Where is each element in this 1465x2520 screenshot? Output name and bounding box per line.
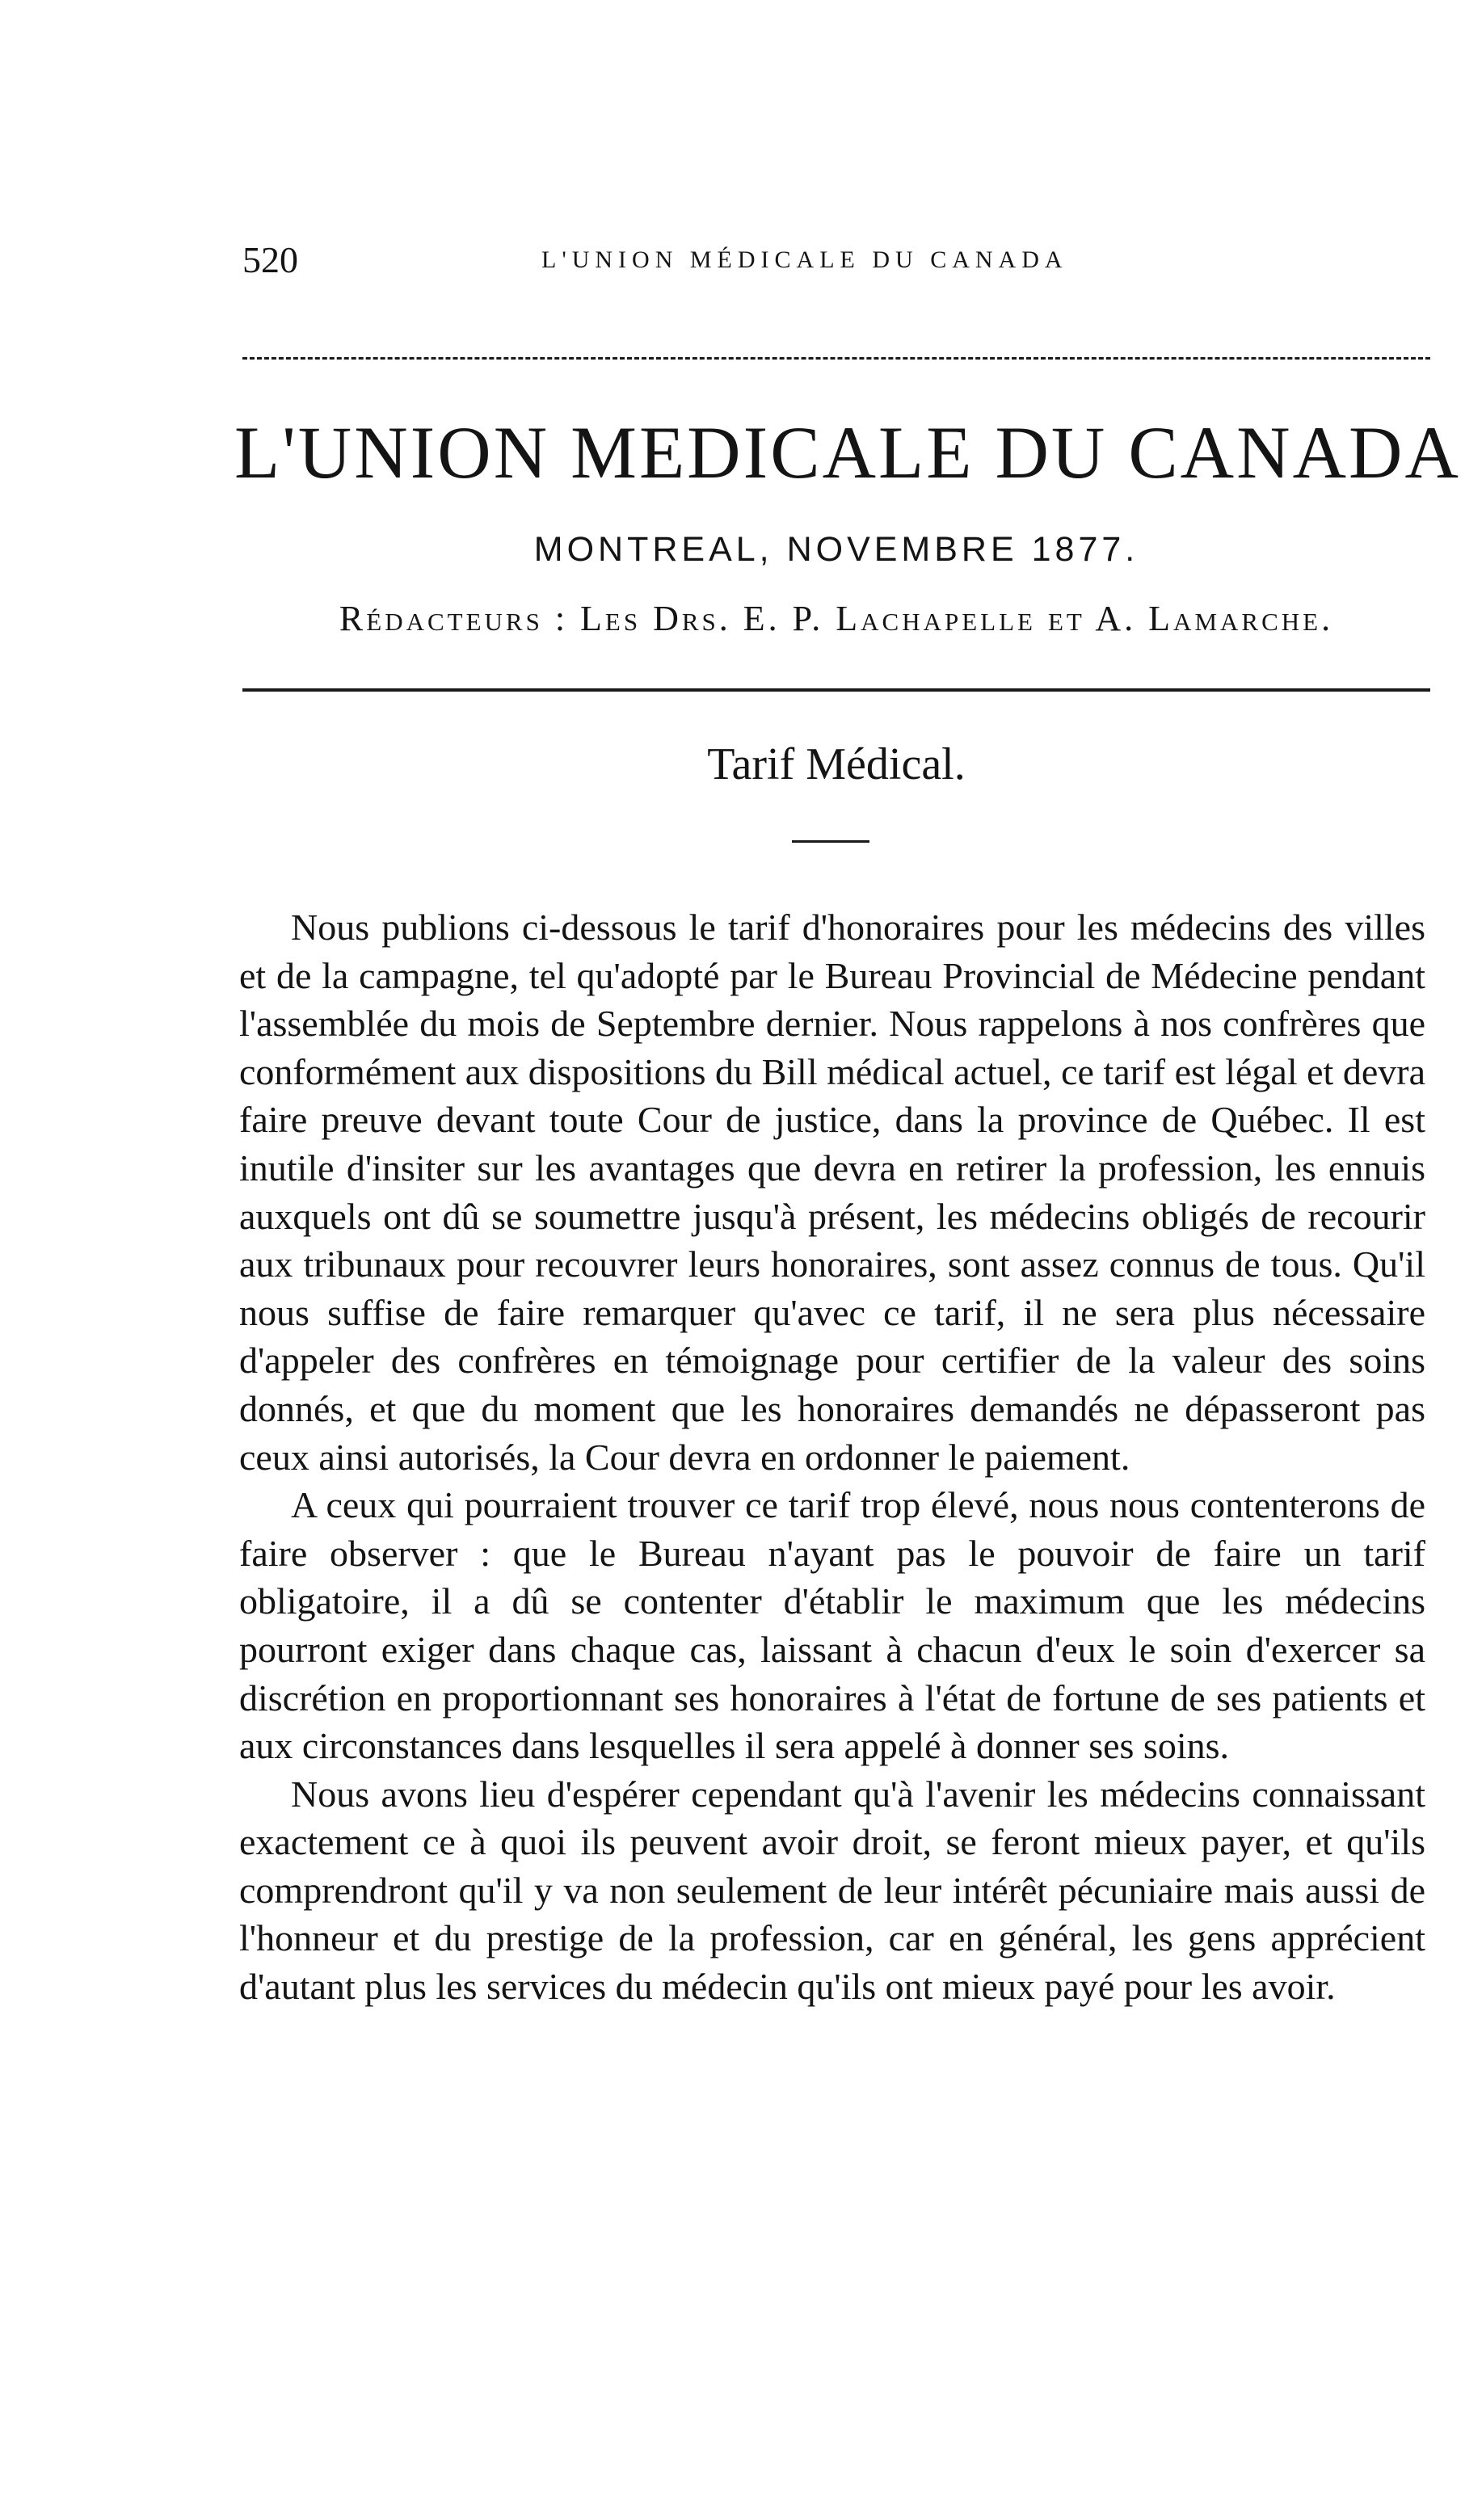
article-title: Tarif Médical.: [707, 739, 966, 789]
masthead-divider: [242, 688, 1430, 692]
dateline: MONTREAL, NOVEMBRE 1877.: [533, 530, 1139, 569]
paragraph: Nous avons lieu d'espérer cependant qu'à l'avenir les médecins connaissant exactement ce à quoi ils peuvent avoir droit, se feront mieux payer, et qu'ils comprendront qu'il y va non seulement de leur intérêt pécuniaire mais aussi de l'honneur et du prestige de la profession, car en général, les gens apprécient d'autant plus les services du médecin qu'ils ont mieux payé pour les avoir.: [239, 1773, 1425, 2008]
title-divider: [792, 840, 869, 843]
editors-line: Rédacteurs : Les Drs. E. P. Lachapelle et A. Lamarche.: [339, 599, 1334, 638]
paragraph: Nous publions ci-dessous le tarif d'honoraires pour les médecins des villes et de la campagne, tel qu'adopté par le Bureau Provincial de Médecine pendant l'assemblée du mois de Septembre dernier. Nous rappelons à nos confrères que conformément aux dispositions du Bill médical actuel, ce tarif est légal et devra faire preuve devant toute Cour de justice, dans la province de Québec. Il est inutile d'insiter sur les avantages que devra en retirer la profession, les ennuis auxquels ont dû se soumettre jusqu'à présent, les médecins obligés de recourir aux tribunaux pour recouvrer leurs honoraires, sont assez connus de tous. Qu'il nous suffise de faire remarquer qu'avec ce tarif, il ne sera plus nécessaire d'appeler des confrères en témoignage pour certifier de la valeur des soins donnés, et que du moment que les honoraires demandés ne dépasseront pas ceux ainsi autorisés, la Cour devra en ordonner le paiement.: [239, 907, 1425, 1478]
paragraph: A ceux qui pourraient trouver ce tarif trop élevé, nous nous contenterons de faire observer : que le Bureau n'ayant pas le pouvoir de faire un tarif obligatoire, il a dû se contenter d'établir le maximum que les médecins pourront exiger dans chaque cas, laissant à chacun d'eux le soin d'exercer sa discrétion en proportionnant ses honoraires à l'état de fortune de ses patients et aux circonstances dans lesquelles il sera appelé à donner ses soins.: [239, 1484, 1425, 1767]
article-body: [239, 903, 1425, 2011]
top-divider: [242, 357, 1430, 360]
running-title: L'UNION MÉDICALE DU CANADA: [541, 246, 1068, 273]
page-number: 520: [242, 239, 298, 280]
running-head: [242, 236, 1430, 284]
journal-title: L'UNION MEDICALE DU CANADA: [234, 411, 1461, 494]
